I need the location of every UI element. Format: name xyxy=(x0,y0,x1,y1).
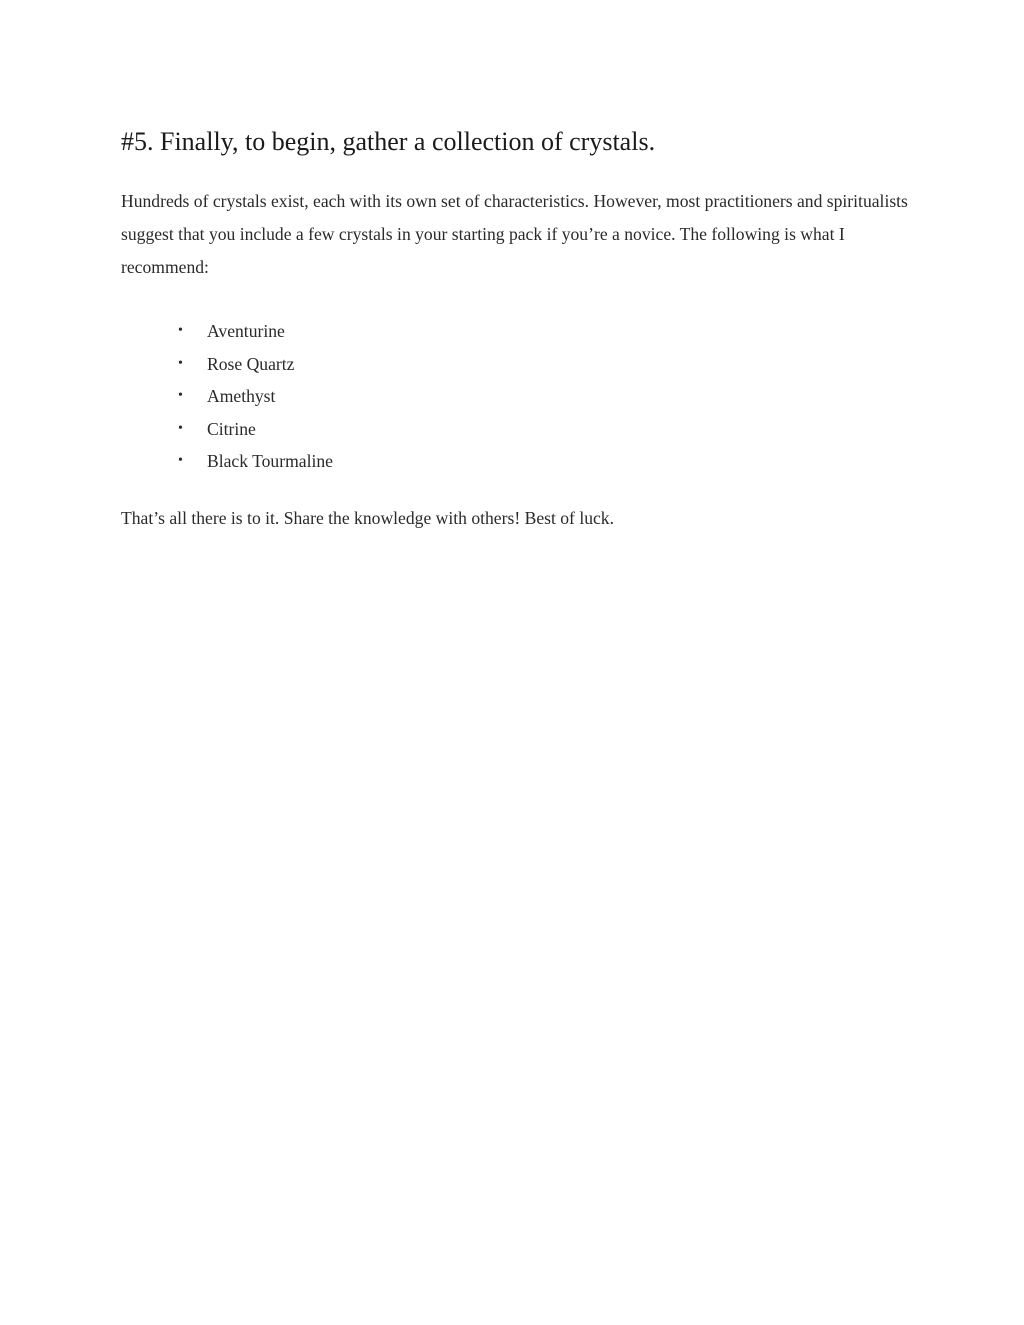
crystal-name: Amethyst xyxy=(207,386,276,407)
intro-paragraph: Hundreds of crystals exist, each with its own set of characteristics. However, most practitioners and spiritualists suggest that you include a few crystals in your starting pack if you’re a novice. The following is what I recommend: xyxy=(121,191,908,277)
crystal-name: Citrine xyxy=(207,418,256,439)
crystal-name: Aventurine xyxy=(207,321,285,341)
bullet-icon: • xyxy=(178,355,183,371)
crystal-name: Rose Quartz xyxy=(207,353,295,374)
bullet-icon: • xyxy=(178,323,183,338)
crystal-name: Black Tourmaline xyxy=(207,451,333,472)
section-heading: #5. Finally, to begin, gather a collection of crystals. xyxy=(121,127,656,156)
bullet-icon: • xyxy=(178,420,183,436)
bullet-icon: • xyxy=(178,453,183,469)
closing-paragraph: That’s all there is to it. Share the knowledge with others! Best of luck. xyxy=(121,508,615,528)
bullet-icon: • xyxy=(178,388,183,404)
